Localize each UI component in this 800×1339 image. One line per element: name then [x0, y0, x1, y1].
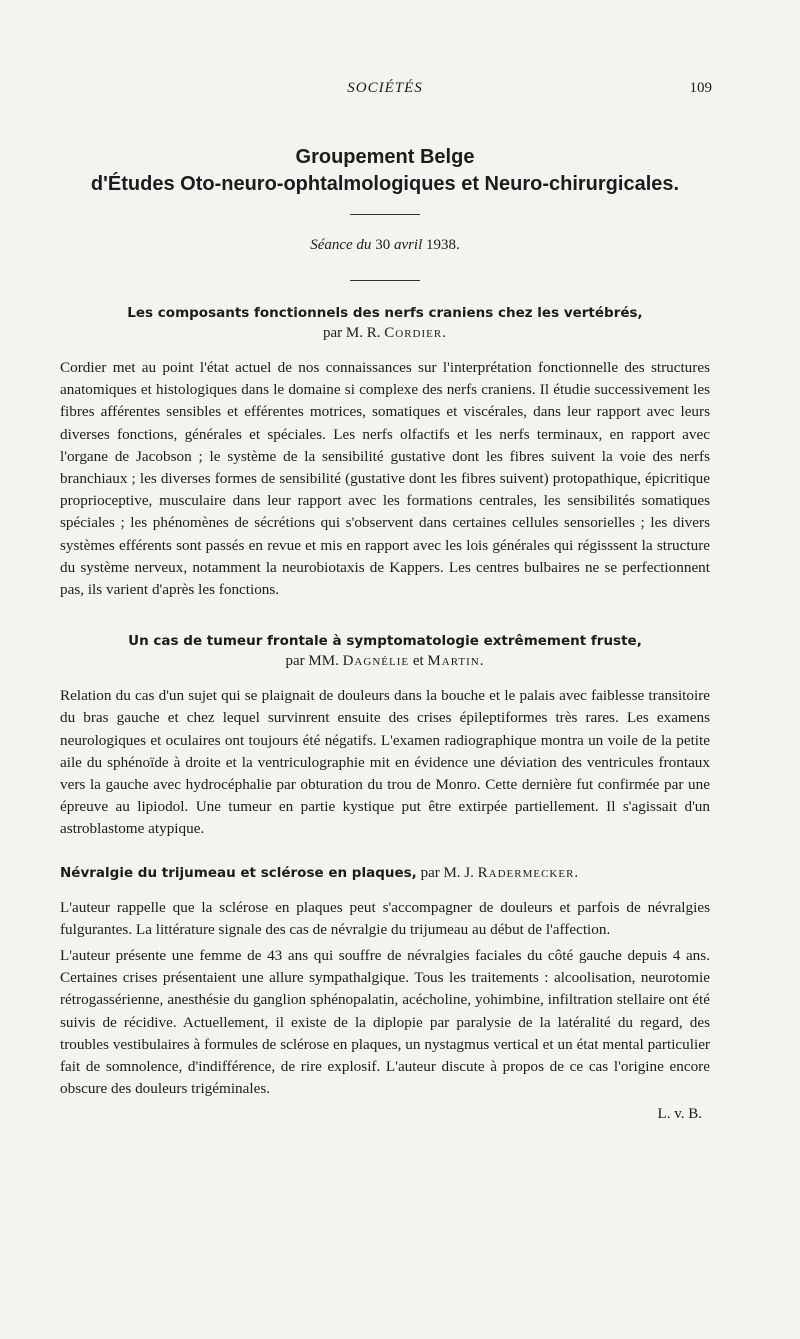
divider-rule: [350, 214, 420, 215]
running-head-title: SOCIÉTÉS: [347, 80, 423, 96]
society-line-1: Groupement Belge: [295, 146, 475, 168]
session-label: Séance du: [310, 237, 372, 253]
session-date: [60, 237, 710, 254]
author-name: Dagnélie: [342, 653, 410, 670]
author-name: Cordier.: [384, 325, 447, 341]
byline-conjunction: et: [412, 653, 424, 670]
page-number: 109: [689, 80, 712, 96]
article-body-text: L'auteur présente une femme de 43 ans qui souffre de névralgies faciales du côté gauche depuis 4 ans. Certaines crises présentaient une allure sympathalgique. Tous les traitements : alcoolisation, neurotomie rétrogassérienne, anesthésie du ganglion sphénopalatin, acécholine, yohimbine, infiltration stellaire ont été suivis de récidive. Actuellement, il existe de la diplopie par paralysie de la latéralité du regard, des troubles vestibulaires à formules de sclérose en plaques, un nystagmus vertical et un état mental particulier fait de somnolence, d'indifférence, de rire explosif. L'auteur discute à propos de ce cas l'origine encore obscure des douleurs trigéminales.: [60, 947, 710, 1098]
article-byline: [60, 323, 710, 343]
article-1: [60, 303, 710, 601]
page: [60, 78, 710, 1123]
session-month: avril: [393, 237, 423, 253]
author-name: Martin.: [427, 653, 485, 670]
author-name: Radermecker.: [477, 864, 580, 881]
society-line-2: d'Études Oto-neuro-ophtalmologiques et Neuro-chirurgicales.: [90, 173, 680, 195]
session-year: 1938.: [426, 237, 460, 253]
article-title: Les composants fonctionnels des nerfs craniens chez les vertébrés,: [127, 305, 643, 321]
byline-prefix: par MM.: [285, 653, 339, 670]
article-body-paragraph-1: [60, 897, 710, 941]
byline-prefix: par M. J.: [420, 864, 474, 881]
article-2: [60, 631, 710, 840]
article-body: [60, 685, 710, 840]
society-heading: [60, 144, 710, 198]
article-title: Névralgie du trijumeau et sclérose en plaques,: [60, 864, 417, 881]
running-head: [60, 78, 710, 102]
article-body-paragraph-2: [60, 945, 710, 1100]
session-day: 30: [375, 237, 391, 253]
article-body-text: Relation du cas d'un sujet qui se plaignait de douleurs dans la bouche et le palais avec faiblesse transitoire du bras gauche et chez lequel survinrent ensuite des crises épileptiformes très rares. Les examens neurologiques et oculaires ont toujours été négatifs. L'examen radiographique montra un voile de la petite aile du sphénoïde à droite et la ventriculographie mit en évidence une déviation des ventricules frontaux vers la gauche avec hydrocéphalie par obturation du trou de Monro. Cette dernière fut confirmée par une épreuve au lipiodol. Une tumeur en partie kystique put être extirpée partiellement. Il s'agissait d'un astroblastome atypique.: [60, 687, 710, 838]
byline-prefix: par M. R.: [323, 325, 381, 341]
article-title: Un cas de tumeur frontale à symptomatologie extrêmement fruste,: [128, 633, 642, 650]
article-body: [60, 357, 710, 601]
signature: L. v. B.: [657, 1106, 702, 1123]
article-3: [60, 863, 710, 1101]
article-title-line: [60, 863, 710, 883]
article-body-text: Cordier met au point l'état actuel de nos connaissances sur l'interprétation fonctionnelle des structures anatomiques et histologiques dans le domaine si complexe des nerfs craniens. Il étudie successivement les fibres afférentes sensibles et efférentes motrices, somatiques et viscérales, dans leur rapport avec leurs diverses fonctions, générales et spéciales. Les nerfs olfactifs et les nerfs terminaux, en rapport avec l'organe de Jacobson ; le système de la sensibilité gustative dont les fibres suivent la voie des nerfs branchiaux ; les diverses formes de sensibilité (gustative dont les fibres suivent) protopathique, épicritique proprioceptive, musculaire dans leur rapport avec les formations centrales, les sensibilités somatiques spéciales ; les phénomènes de sécrétions qui s'observent dans certaines cellules sensorielles ; les divers systèmes efférents sont passés en revue et mis en rapport avec les lois générales qui régisssent la structure du système nerveux, notamment la neurobiotaxis de Kappers. Les centres bulbaires ne se perfectionnent pas, ils varient d'après les fonctions.: [60, 359, 710, 599]
article-body-text: L'auteur rappelle que la sclérose en plaques peut s'accompagner de douleurs et parfois de névralgies fulgurantes. La littérature signale des cas de névralgie du trijumeau au début de l'affection.: [60, 898, 710, 938]
divider-rule: [350, 280, 420, 281]
article-byline: [60, 651, 710, 671]
